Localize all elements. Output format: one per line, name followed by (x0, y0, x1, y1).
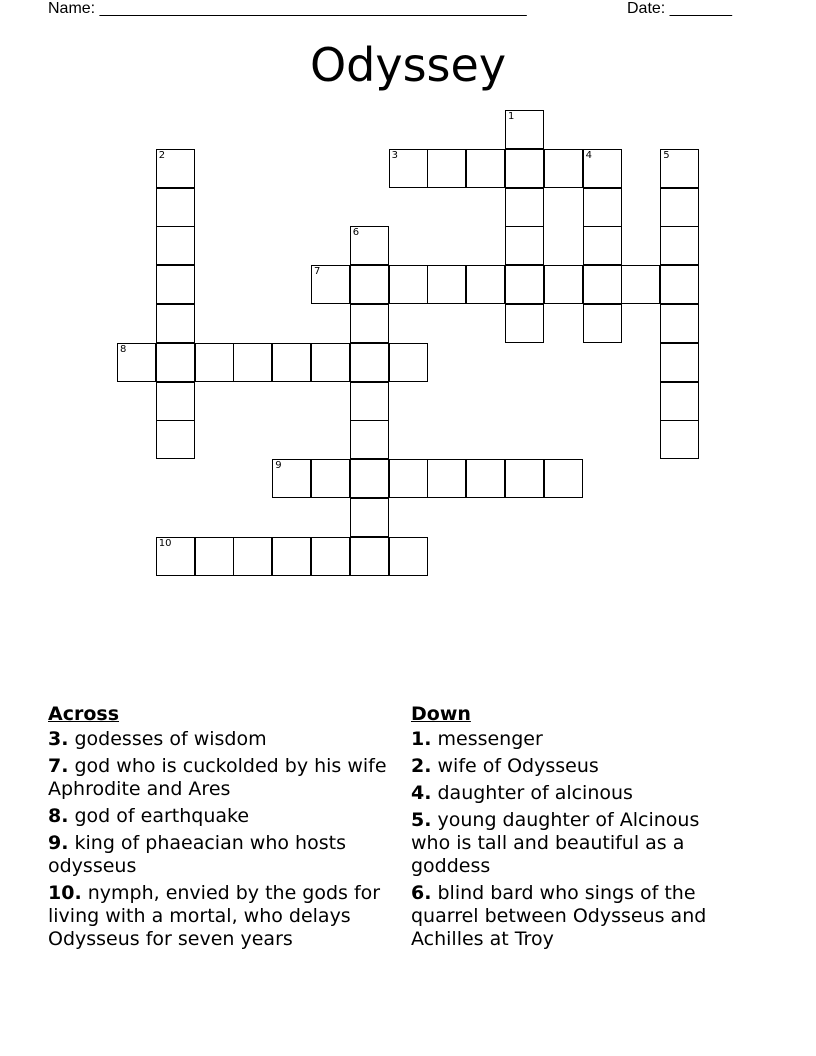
grid-cell[interactable] (505, 149, 544, 188)
across-heading: Across (48, 703, 120, 725)
grid-cell[interactable] (311, 343, 350, 382)
page-title: Odyssey (309, 38, 507, 92)
grid-cell[interactable] (272, 537, 311, 576)
grid-cell[interactable] (350, 265, 389, 304)
grid-cell[interactable] (156, 149, 195, 188)
grid-cell[interactable] (156, 382, 195, 421)
grid-cell[interactable] (505, 110, 544, 149)
grid-cell[interactable] (350, 537, 389, 576)
clue-number: 7. (48, 755, 69, 777)
down-heading: Down (411, 703, 471, 725)
grid-cell[interactable] (156, 188, 195, 227)
grid-cell[interactable] (505, 265, 544, 304)
grid-cell[interactable] (233, 343, 272, 382)
grid-cell[interactable] (389, 537, 428, 576)
clue-text: godesses of wisdom (74, 728, 267, 750)
clue-across-7 (48, 755, 393, 801)
grid-cell[interactable] (466, 149, 505, 188)
grid-cell[interactable] (156, 420, 195, 459)
cell-number: 7 (314, 266, 321, 278)
grid-cell[interactable] (505, 226, 544, 265)
grid-cell[interactable] (389, 149, 428, 188)
clue-number: 5. (411, 809, 432, 831)
clue-down-6 (411, 882, 741, 951)
clue-number: 3. (48, 728, 69, 750)
grid-cell[interactable] (583, 265, 622, 304)
cell-number: 2 (158, 149, 166, 161)
grid-cell[interactable] (427, 149, 466, 188)
grid-cell[interactable] (156, 265, 195, 304)
grid-cell[interactable] (544, 149, 583, 188)
down-clues (411, 702, 741, 955)
grid-cell[interactable] (466, 265, 505, 304)
clue-number: 8. (48, 805, 69, 827)
grid-cell[interactable] (583, 226, 622, 265)
grid-cell[interactable] (272, 459, 311, 498)
grid-cell[interactable] (660, 420, 699, 459)
clue-text: young daughter of Alcinous who is tall and beautiful as a goddess (411, 809, 700, 877)
grid-cell[interactable] (505, 304, 544, 343)
grid-cell[interactable] (350, 382, 389, 421)
grid-cell[interactable] (583, 149, 622, 188)
grid-cell[interactable] (311, 537, 350, 576)
clue-down-4 (411, 782, 741, 805)
grid-cell[interactable] (389, 459, 428, 498)
grid-cell[interactable] (195, 343, 234, 382)
cell-number: 8 (120, 343, 127, 355)
grid-cell[interactable] (350, 498, 389, 537)
grid-cell[interactable] (544, 265, 583, 304)
clue-across-10 (48, 882, 393, 951)
grid-cell[interactable] (660, 304, 699, 343)
clue-across-8 (48, 805, 393, 828)
clue-number: 9. (48, 832, 69, 854)
clue-text: daughter of alcinous (437, 782, 633, 804)
grid-cell[interactable] (350, 420, 389, 459)
grid-cell[interactable] (389, 265, 428, 304)
grid-cell[interactable] (156, 537, 195, 576)
date-field-label: Date: _______ (627, 0, 732, 17)
cell-number: 4 (585, 149, 592, 161)
cell-number: 3 (391, 149, 398, 161)
grid-cell[interactable] (660, 343, 699, 382)
grid-cell[interactable] (427, 265, 466, 304)
clue-number: 1. (411, 728, 432, 750)
clue-number: 10. (48, 882, 82, 904)
grid-cell[interactable] (583, 304, 622, 343)
grid-cell[interactable] (350, 304, 389, 343)
cell-number: 9 (275, 460, 282, 472)
grid-cell[interactable] (621, 265, 660, 304)
name-field-label: Name: ________________________________________________ (48, 0, 527, 17)
grid-cell[interactable] (156, 304, 195, 343)
across-clues (48, 702, 393, 955)
grid-cell[interactable] (311, 459, 350, 498)
clue-across-3 (48, 728, 393, 751)
grid-cell[interactable] (195, 537, 234, 576)
clue-down-5 (411, 809, 741, 878)
grid-cell[interactable] (117, 343, 156, 382)
clue-number: 6. (411, 882, 432, 904)
cell-number: 5 (663, 149, 670, 161)
grid-cell[interactable] (311, 265, 350, 304)
grid-cell[interactable] (350, 459, 389, 498)
grid-cell[interactable] (350, 343, 389, 382)
grid-cell[interactable] (660, 149, 699, 188)
grid-cell[interactable] (660, 188, 699, 227)
grid-cell[interactable] (389, 343, 428, 382)
clue-number: 2. (411, 755, 432, 777)
clue-text: king of phaeacian who hosts odysseus (48, 832, 346, 877)
cell-number: 10 (158, 537, 172, 549)
grid-cell[interactable] (350, 226, 389, 265)
clue-down-1 (411, 728, 741, 751)
clue-number: 4. (411, 782, 432, 804)
clue-down-2 (411, 755, 741, 778)
grid-cell[interactable] (583, 188, 622, 227)
clue-text: messenger (437, 728, 543, 750)
cell-number: 6 (352, 227, 360, 239)
grid-cell[interactable] (233, 537, 272, 576)
cell-number: 1 (508, 111, 515, 122)
clue-text: blind bard who sings of the quarrel between Odysseus and Achilles at Troy (411, 882, 707, 950)
grid-cell[interactable] (466, 459, 505, 498)
grid-cell[interactable] (427, 459, 466, 498)
grid-cell[interactable] (660, 382, 699, 421)
clue-text: nymph, envied by the gods for living with a mortal, who delays Odysseus for seven years (48, 882, 381, 950)
grid-cell[interactable] (660, 265, 699, 304)
grid-cell[interactable] (660, 226, 699, 265)
clue-text: wife of Odysseus (437, 755, 599, 777)
grid-cell[interactable] (156, 226, 195, 265)
grid-cell[interactable] (272, 343, 311, 382)
grid-cell[interactable] (156, 343, 195, 382)
clue-across-9 (48, 832, 393, 878)
clue-text: god of earthquake (74, 805, 250, 827)
clue-text: god who is cuckolded by his wife Aphrodite and Ares (48, 755, 387, 800)
grid-cell[interactable] (505, 188, 544, 227)
grid-cell[interactable] (505, 459, 544, 498)
grid-cell[interactable] (544, 459, 583, 498)
